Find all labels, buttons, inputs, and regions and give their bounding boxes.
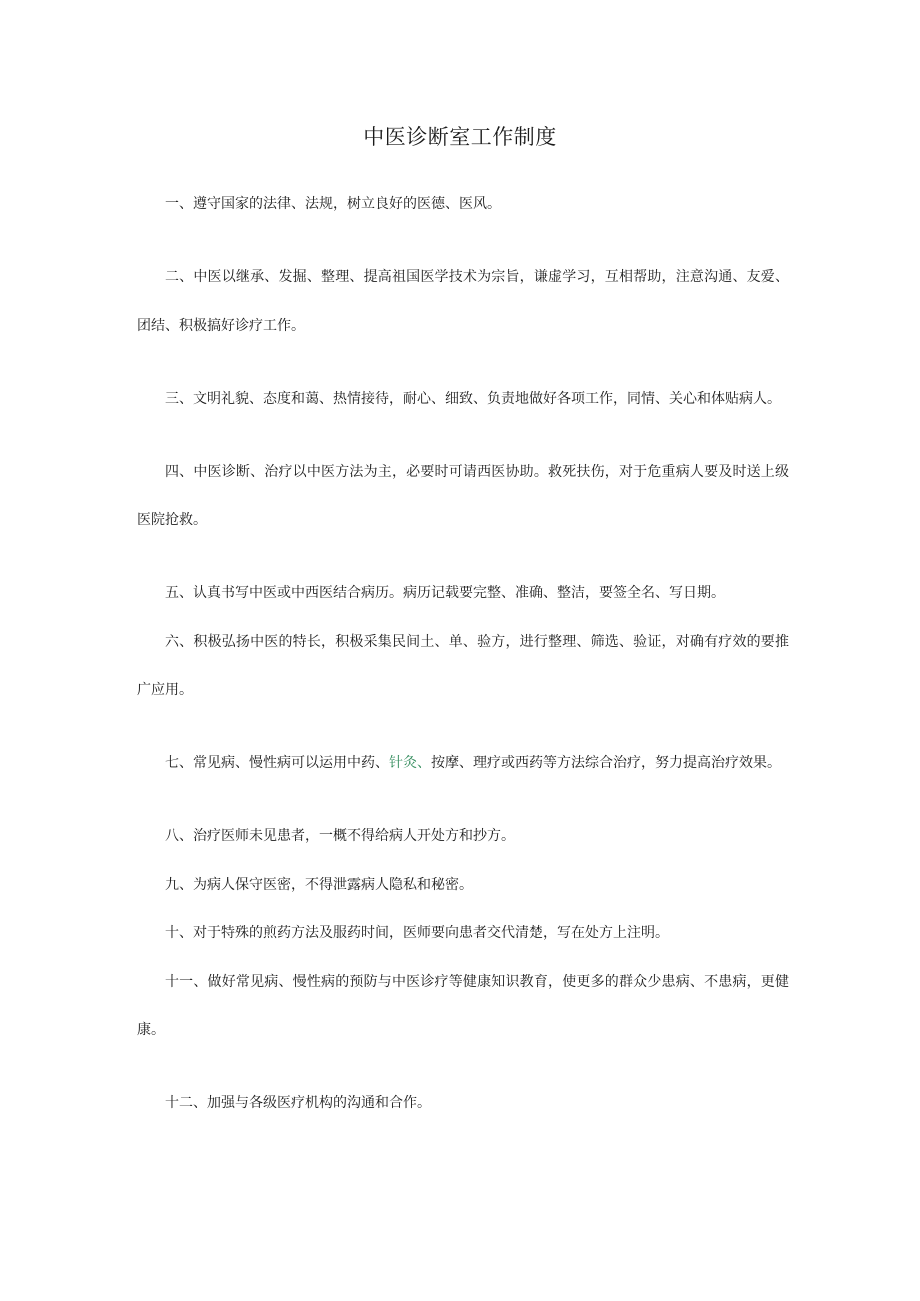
clause-11: 十一、做好常见病、慢性病的预防与中医诊疗等健康知识教育，使更多的群众少患病、不患病，更健康。	[137, 973, 789, 1038]
clause-3: 三、文明礼貌、态度和蔼、热情接待，耐心、细致、负责地做好各项工作，同情、关心和体贴病人。	[165, 390, 781, 407]
clause-7-acupuncture-highlight: 针灸、	[389, 755, 431, 771]
clause-7-after: 按摩、理疗或西药等方法综合治疗，努力提高治疗效果。	[431, 755, 781, 771]
clause-5: 五、认真书写中医或中西医结合病历。病历记载要完整、准确、整洁，要签全名、写日期。	[165, 585, 725, 601]
clause-4: 四、中医诊断、治疗以中医方法为主，必要时可请西医协助。救死扶伤，对于危重病人要及时送上级医院抢救。	[137, 463, 789, 528]
clause-6: 六、积极弘扬中医的特长，积极采集民间土、单、验方，进行整理、筛选、验证，对确有疗效的要推广应用。	[137, 633, 789, 698]
clause-7	[137, 739, 789, 788]
clause-12: 十二、加强与各级医疗机构的沟通和合作。	[165, 1095, 431, 1111]
clause-10: 十、对于特殊的煎药方法及服药时间，医师要向患者交代清楚，写在处方上注明。	[165, 925, 669, 941]
clause-1: 一、遵守国家的法律、法规，树立良好的医德、医风。	[165, 196, 501, 212]
clause-list	[137, 180, 789, 1128]
clause-9: 九、为病人保守医密，不得泄露病人隐私和秘密。	[165, 876, 473, 893]
clause-7-before: 七、常见病、慢性病可以运用中药、	[165, 755, 389, 771]
clause-8: 八、治疗医师未见患者，一概不得给病人开处方和抄方。	[165, 828, 515, 844]
document-title: 中医诊断室工作制度	[363, 125, 557, 149]
clause-2: 二、中医以继承、发掘、整理、提高祖国医学技术为宗旨，谦虚学习，互相帮助，注意沟通、友爱、团结、积极搞好诊疗工作。	[137, 269, 789, 334]
